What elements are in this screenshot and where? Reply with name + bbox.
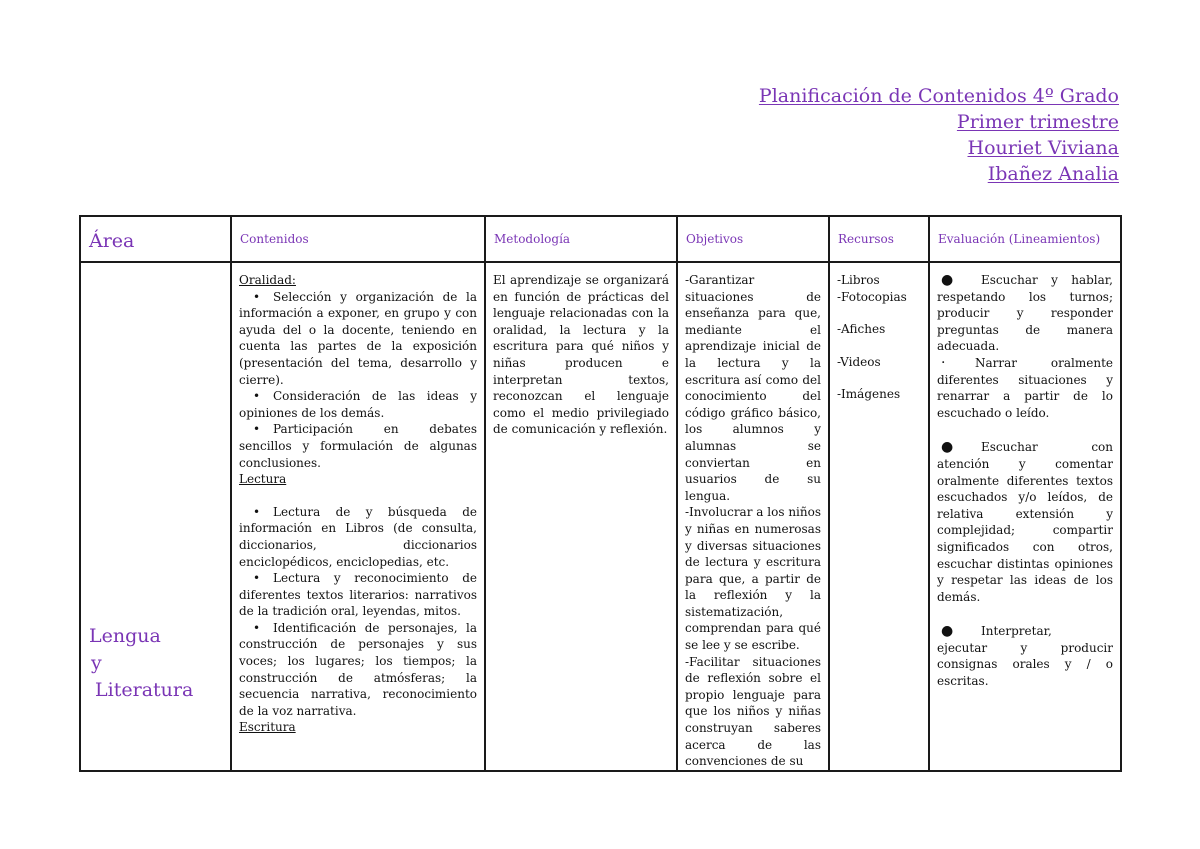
area-cell xyxy=(80,262,231,771)
header-objetivos: Objetivos xyxy=(677,216,829,262)
author-name-1: Houriet Viviana xyxy=(967,137,1119,159)
author-name-2: Ibañez Analia xyxy=(987,163,1119,185)
area-label xyxy=(89,623,193,704)
recurso-item: -Afiches xyxy=(837,322,886,337)
escritura-title: Escritura xyxy=(239,720,296,735)
recursos-cell xyxy=(829,262,929,771)
bullet-icon: • xyxy=(253,571,261,586)
header-metodologia: Metodología xyxy=(485,216,677,262)
bullet-icon: • xyxy=(253,422,261,437)
bullet-icon: ● xyxy=(941,439,954,456)
evaluacion-cell xyxy=(929,262,1121,771)
table-row xyxy=(80,262,1121,771)
contenidos-cell xyxy=(231,262,485,771)
list-item: • Consideración de las ideas y opiniones de los demás. xyxy=(239,389,477,420)
header-evaluacion: Evaluación (Lineamientos) xyxy=(929,216,1121,262)
metodologia-text: El aprendizaje se organizará en función de prácticas del lenguaje relacionadas con la oralidad, la lectura y la escritura para qué niños y niñas producen e interpretan textos, reconozcan el lenguaje como el medio privilegiado de comunicación y reflexión. xyxy=(493,273,669,437)
bullet-icon: ● xyxy=(941,623,954,640)
objetivo-item: -Involucrar a los niños y niñas en numerosas y diversas situaciones de lectura y escritura para que, a partir de la reflexión y la sistematización, comprendan para qué se lee y se escribe. xyxy=(685,505,821,653)
list-item: • Selección y organización de la información a exponer, en grupo y con ayuda del o la docente, teniendo en cuenta las partes de la exposición (presentación del tema, desarrollo y cierre). xyxy=(239,289,477,387)
bullet-icon: ● xyxy=(941,272,954,288)
evaluacion-item: ● Interpretar, xyxy=(941,623,1052,640)
planning-table xyxy=(79,215,1122,772)
document-header xyxy=(759,83,1119,187)
evaluacion-item: ● Escuchar y hablar, respetando los turnos; producir y responder preguntas de manera adecuada. xyxy=(937,272,1113,354)
evaluacion-item: ejecutar y producir consignas orales y / o escritas. xyxy=(937,640,1113,689)
header-recursos: Recursos xyxy=(829,216,929,262)
list-item: • Identificación de personajes, la construcción de personajes y sus voces; los lugares; los tiempos; la construcción de atmósferas; la secuencia narrativa, reconocimiento de la voz narrativa. xyxy=(239,620,477,718)
list-item: • Lectura y reconocimiento de diferentes textos literarios: narrativos de la tradición oral, leyendas, mitos. xyxy=(239,571,477,619)
document-title: Planificación de Contenidos 4º Grado xyxy=(758,85,1119,107)
bullet-icon: • xyxy=(253,289,261,304)
header-area: Área xyxy=(80,216,231,262)
recurso-item: -Libros xyxy=(837,273,880,287)
evaluacion-item: · Narrar oralmente diferentes situaciones y renarrar a partir de lo escuchado o leído. xyxy=(937,354,1113,420)
list-item: • Lectura de y búsqueda de información en Libros (de consulta, diccionarios, diccionarios enciclopédicos, enciclopedias, etc. xyxy=(239,504,477,569)
dot-icon: · xyxy=(941,354,946,371)
recurso-item: -Imágenes xyxy=(837,387,901,402)
list-item: • Participación en debates sencillos y formulación de algunas conclusiones. xyxy=(239,422,477,470)
recurso-item: -Fotocopias xyxy=(837,289,907,304)
area-line-2: y xyxy=(91,652,102,674)
bullet-icon: • xyxy=(253,620,261,635)
trimester-label: Primer trimestre xyxy=(956,111,1119,133)
lectura-title: Lectura xyxy=(239,472,287,487)
area-line-1: Lengua xyxy=(89,625,161,647)
oralidad-title: Oralidad: xyxy=(239,273,296,287)
evaluacion-item: ● Escuchar con atención y comentar oralmente diferentes textos escuchados y/o leídos, de relativa extensión y complejidad; compartir significados con otros, escuchar distintas opiniones y respetar las ideas de los demás. xyxy=(937,439,1113,604)
bullet-icon: • xyxy=(253,504,261,519)
table-header-row xyxy=(80,216,1121,262)
header-contenidos: Contenidos xyxy=(231,216,485,262)
objetivo-item: -Garantizar situaciones de enseñanza para que, mediante el aprendizaje inicial de la lectura y la escritura así como del conocimiento del código gráfico básico, los alumnos y alumnas se conviertan en usuarios de su lengua. xyxy=(685,273,821,503)
metodologia-cell xyxy=(485,262,677,771)
recurso-item: -Videos xyxy=(837,354,881,369)
area-line-3: Literatura xyxy=(89,679,194,701)
objetivos-cell xyxy=(677,262,829,771)
bullet-icon: • xyxy=(253,389,261,404)
objetivo-item: -Facilitar situaciones de reflexión sobre el propio lenguaje para que los niños y niñas construyan saberes acerca de las convenciones de su xyxy=(685,654,821,769)
